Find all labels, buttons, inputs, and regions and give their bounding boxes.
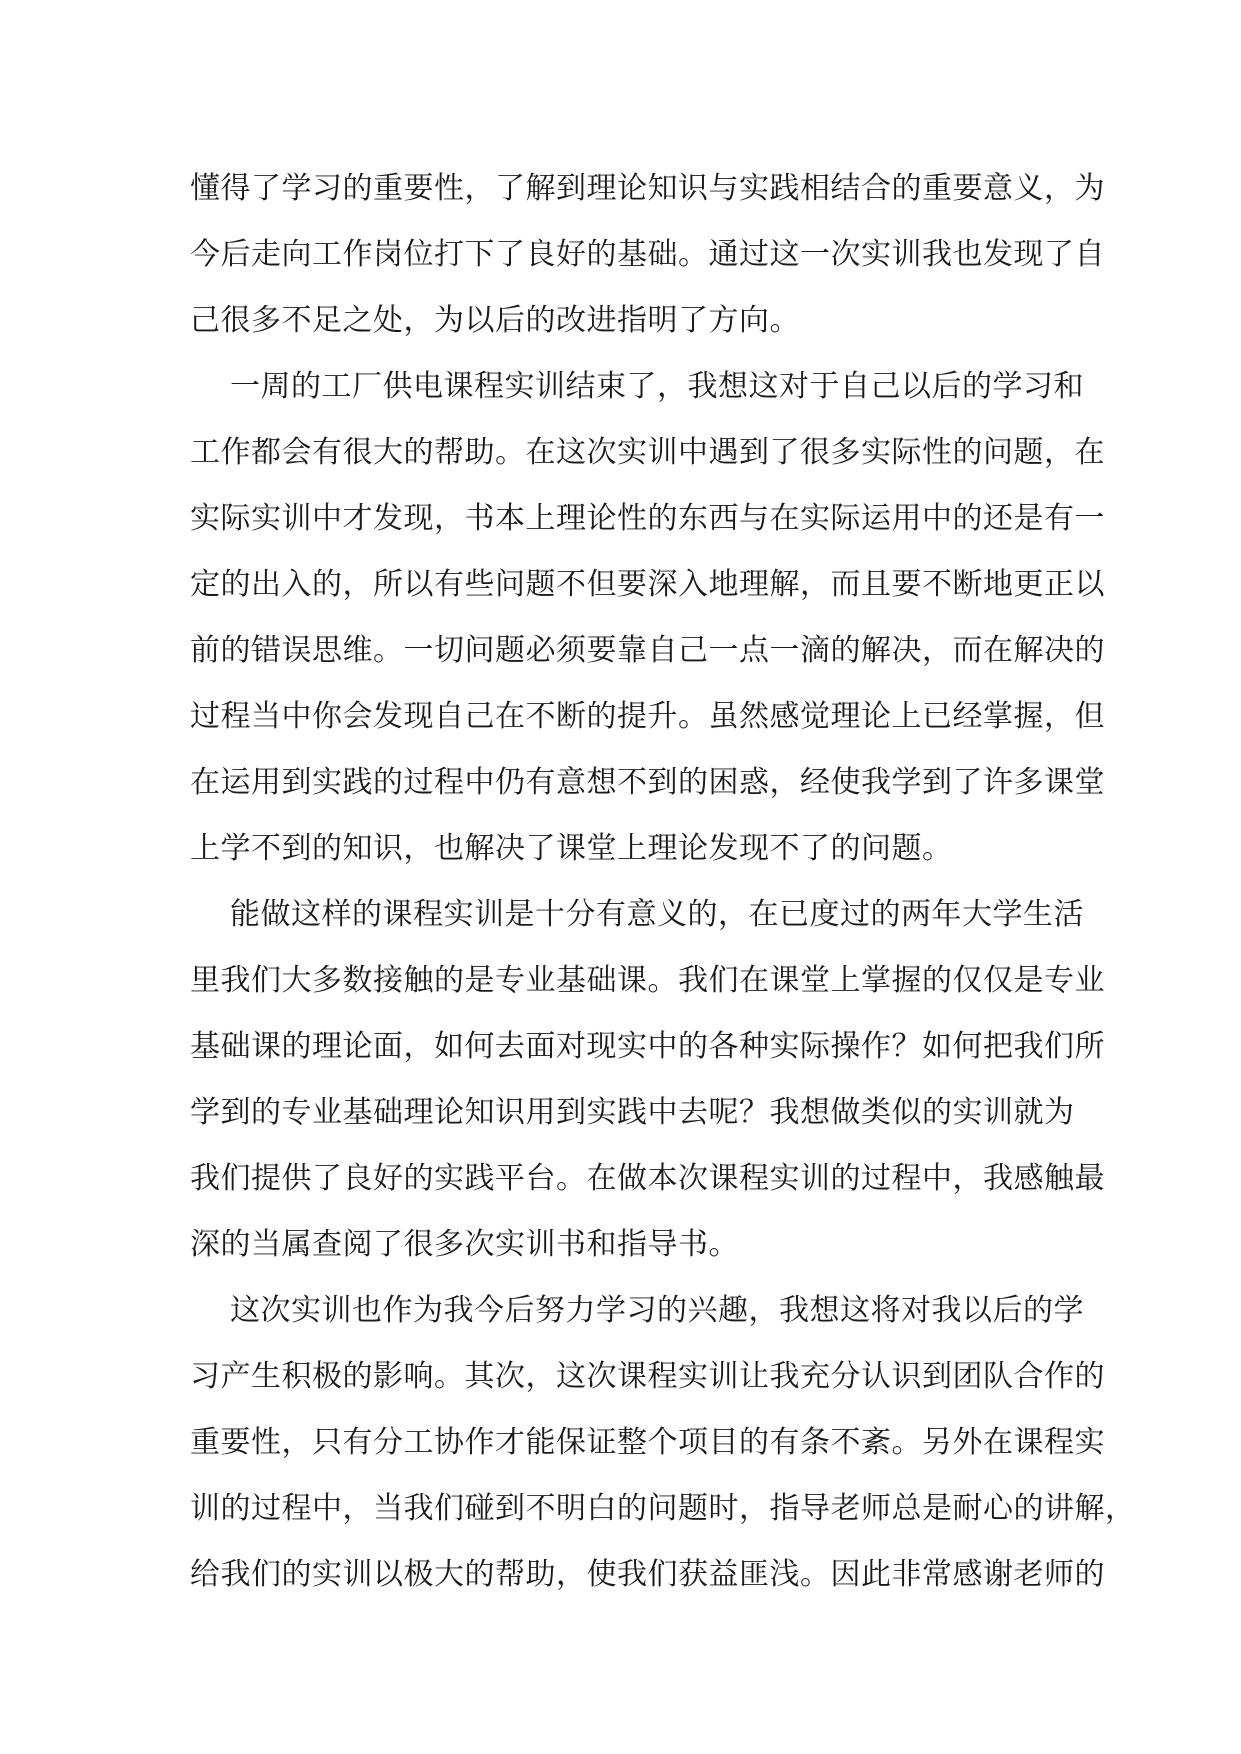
text-line: 上学不到的知识，也解决了课堂上理论发现不了的问题。 bbox=[190, 831, 953, 866]
text-line: 学到的专业基础理论知识用到实践中去呢？我想做类似的实训就为 bbox=[190, 1095, 1075, 1130]
text-line: 重要性，只有分工协作才能保证整个项目的有条不紊。另外在课程实 bbox=[190, 1425, 1105, 1460]
text-line: 深的当属查阅了很多次实训书和指导书。 bbox=[190, 1227, 739, 1262]
text-line: 己很多不足之处，为以后的改进指明了方向。 bbox=[190, 303, 800, 338]
text-line: 基础课的理论面，如何去面对现实中的各种实际操作？如何把我们所 bbox=[190, 1029, 1105, 1064]
text-line: 今后走向工作岗位打下了良好的基础。通过这一次实训我也发现了自 bbox=[190, 237, 1105, 272]
text-line: 在运用到实践的过程中仍有意想不到的困惑，经使我学到了许多课堂 bbox=[190, 765, 1105, 800]
text-line: 给我们的实训以极大的帮助，使我们获益匪浅。因此非常感谢老师的 bbox=[190, 1557, 1105, 1592]
text-line: 工作都会有很大的帮助。在这次实训中遇到了很多实际性的问题，在 bbox=[190, 435, 1105, 470]
text-line: 前的错误思维。一切问题必须要靠自己一点一滴的解决，而在解决的 bbox=[190, 633, 1105, 668]
paragraph-first-line: 一周的工厂供电课程实训结束了，我想这对于自己以后的学习和 bbox=[230, 369, 1084, 404]
text-line: 过程当中你会发现自己在不断的提升。虽然感觉理论上已经掌握，但 bbox=[190, 699, 1105, 734]
text-line: 我们提供了良好的实践平台。在做本次课程实训的过程中，我感触最 bbox=[190, 1161, 1105, 1196]
paragraph-first-line: 能做这样的课程实训是十分有意义的，在已度过的两年大学生活 bbox=[230, 897, 1084, 932]
text-line: 里我们大多数接触的是专业基础课。我们在课堂上掌握的仅仅是专业 bbox=[190, 963, 1105, 998]
text-line: 训的过程中，当我们碰到不明白的问题时，指导老师总是耐心的讲解， bbox=[190, 1491, 1136, 1526]
text-line: 习产生积极的影响。其次，这次课程实训让我充分认识到团队合作的 bbox=[190, 1359, 1105, 1394]
text-line: 定的出入的，所以有些问题不但要深入地理解，而且要不断地更正以 bbox=[190, 567, 1105, 602]
body-text bbox=[190, 156, 1136, 1608]
text-line: 实际实训中才发现，书本上理论性的东西与在实际运用中的还是有一 bbox=[190, 501, 1105, 536]
text-line: 懂得了学习的重要性，了解到理论知识与实践相结合的重要意义，为 bbox=[190, 171, 1105, 206]
paragraph-first-line: 这次实训也作为我今后努力学习的兴趣，我想这将对我以后的学 bbox=[230, 1293, 1084, 1328]
